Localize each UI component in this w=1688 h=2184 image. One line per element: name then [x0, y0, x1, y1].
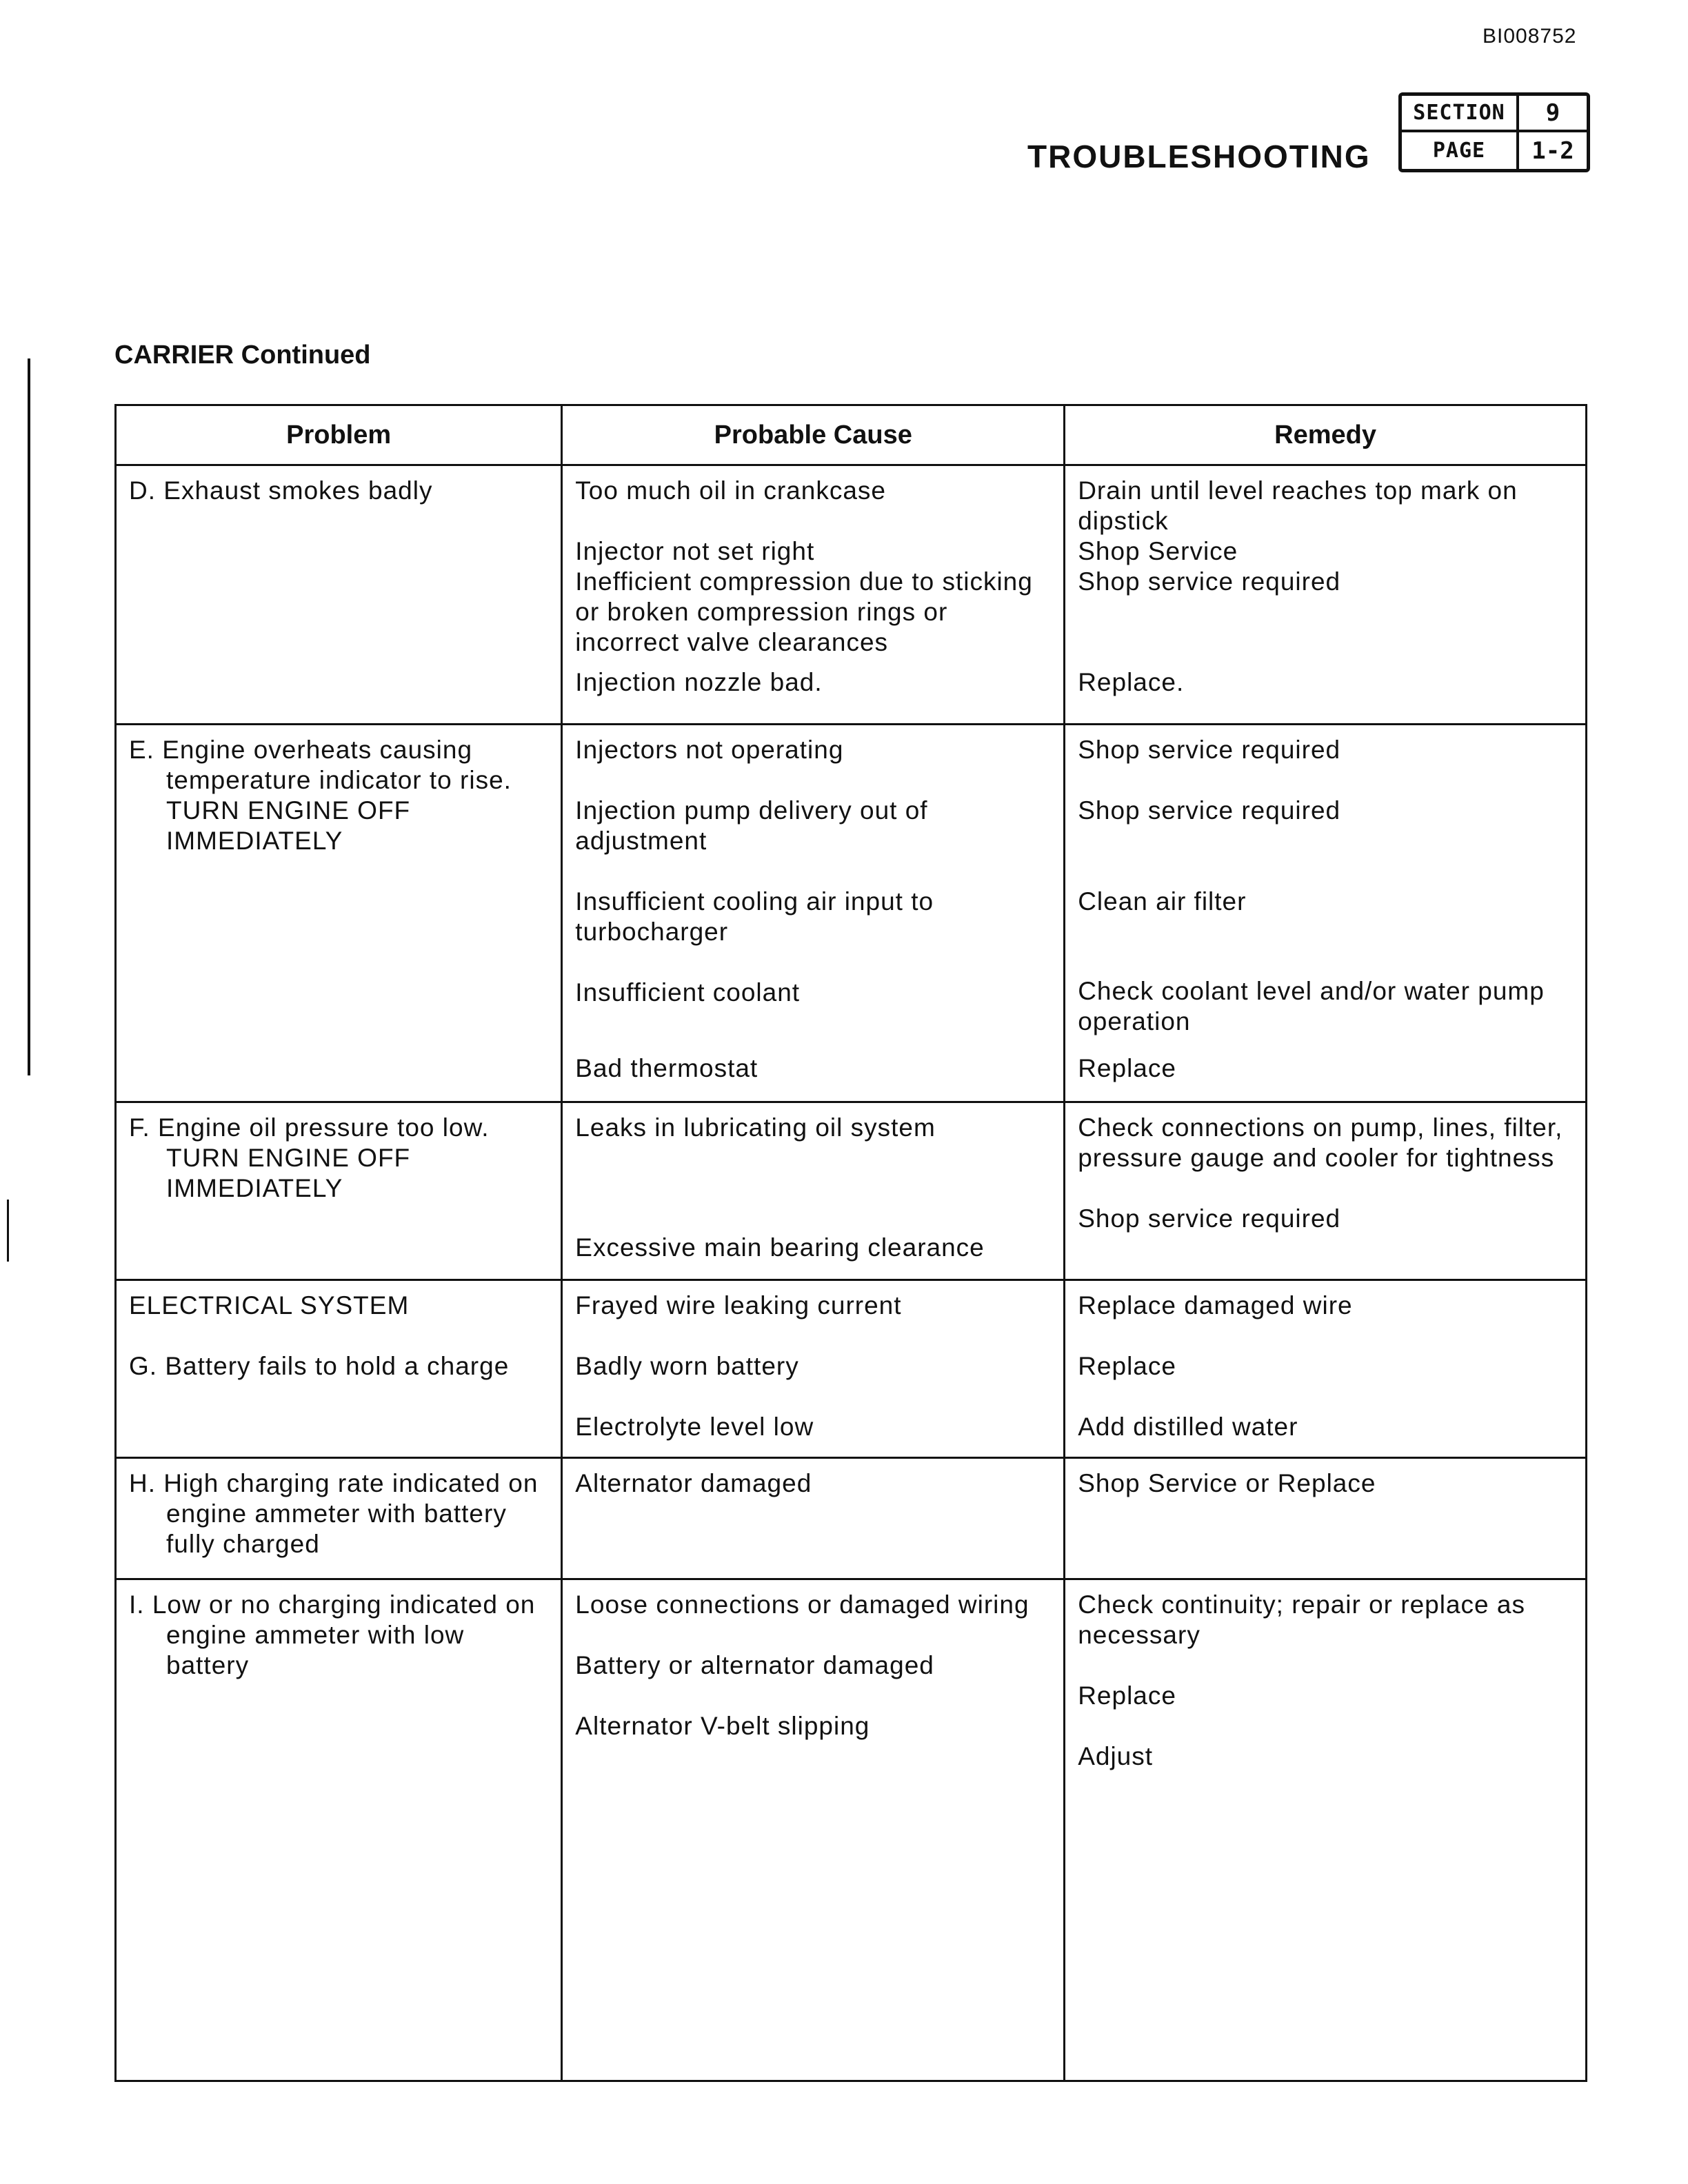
cause-item: Loose connections or damaged wiring	[575, 1590, 1029, 1619]
remedy-cell	[1065, 465, 1587, 725]
section-label: SECTION	[1402, 96, 1519, 132]
remedy-item: Shop service required	[1078, 796, 1341, 825]
binding-margin-line	[7, 1200, 9, 1262]
binding-margin-line	[28, 358, 30, 1075]
cause-cell	[562, 1458, 1065, 1579]
problem-cell	[116, 465, 562, 725]
document-id: BI008752	[1483, 25, 1577, 48]
cause-cell	[562, 465, 1065, 725]
cause-item: Alternator damaged	[575, 1469, 812, 1497]
column-header-probable-cause: Probable Cause	[562, 405, 1065, 465]
table-row	[116, 1102, 1587, 1280]
cause-item: Too much oil in crankcase	[575, 476, 886, 505]
remedy-item: Shop Service or Replace	[1078, 1469, 1376, 1497]
cause-cell	[562, 725, 1065, 1102]
remedy-item: Shop service required	[1078, 736, 1341, 764]
remedy-item: Check connections on pump, lines, filter, pressure gauge and cooler for tightness	[1078, 1113, 1563, 1172]
table-row	[116, 1458, 1587, 1579]
table-row	[116, 465, 1587, 725]
table-header-row	[116, 405, 1587, 465]
section-value: 9	[1519, 96, 1587, 132]
cause-item: Leaks in lubricating oil system	[575, 1113, 936, 1142]
section-subheading: CARRIER Continued	[114, 341, 371, 370]
problem-text: F. Engine oil pressure too low. TURN ENGINE OFF IMMEDIATELY	[129, 1113, 490, 1202]
problem-text: E. Engine overheats causing temperature indicator to rise. TURN ENGINE OFF IMMEDIATELY	[129, 736, 512, 855]
cause-item: Injector not set right	[575, 537, 815, 565]
cause-item: Insufficient cooling air input to turbocharger	[575, 887, 934, 946]
cause-item: Excessive main bearing clearance	[575, 1233, 985, 1262]
remedy-cell	[1065, 1102, 1587, 1280]
cause-item: Battery or alternator damaged	[575, 1651, 934, 1679]
cause-item: Electrolyte level low	[575, 1413, 814, 1441]
remedy-item: Shop service required	[1078, 1204, 1341, 1233]
remedy-item: Replace damaged wire	[1078, 1291, 1353, 1320]
remedy-cell	[1065, 1579, 1587, 2081]
problem-cell	[116, 1458, 562, 1579]
troubleshooting-table	[114, 404, 1587, 2082]
remedy-item: Shop service required	[1078, 567, 1341, 596]
problem-text: G. Battery fails to hold a charge	[129, 1352, 510, 1380]
page-label: PAGE	[1402, 132, 1519, 169]
remedy-item: Drain until level reaches top mark on dipstick	[1078, 476, 1518, 535]
group-heading: ELECTRICAL SYSTEM	[129, 1291, 410, 1320]
column-header-remedy: Remedy	[1065, 405, 1587, 465]
cause-item: Badly worn battery	[575, 1352, 799, 1380]
problem-cell	[116, 1102, 562, 1280]
problem-cell	[116, 1280, 562, 1458]
problem-cell	[116, 725, 562, 1102]
cause-item: Injection pump delivery out of adjustment	[575, 796, 928, 855]
remedy-item: Shop Service	[1078, 537, 1238, 565]
remedy-cell	[1065, 1280, 1587, 1458]
cause-item: Frayed wire leaking current	[575, 1291, 902, 1320]
problem-text: D. Exhaust smokes badly	[129, 476, 433, 505]
cause-item: Injectors not operating	[575, 736, 844, 764]
table-row	[116, 1280, 1587, 1458]
remedy-item: Replace	[1078, 1681, 1176, 1710]
cause-item: Alternator V-belt slipping	[575, 1712, 870, 1740]
remedy-cell	[1065, 1458, 1587, 1579]
remedy-item: Check coolant level and/or water pump operation	[1078, 977, 1545, 1035]
remedy-item: Adjust	[1078, 1742, 1154, 1770]
remedy-cell	[1065, 725, 1587, 1102]
remedy-item: Check continuity; repair or replace as necessary	[1078, 1590, 1525, 1649]
cause-item: Insufficient coolant	[575, 978, 801, 1007]
table-row	[116, 1579, 1587, 2081]
table-row	[116, 725, 1587, 1102]
cause-item: Bad thermostat	[575, 1054, 758, 1082]
remedy-item: Clean air filter	[1078, 887, 1247, 916]
cause-item: Injection nozzle bad.	[575, 668, 823, 696]
remedy-item: Add distilled water	[1078, 1413, 1298, 1441]
problem-cell	[116, 1579, 562, 2081]
page-value: 1-2	[1531, 136, 1574, 165]
problem-text: I. Low or no charging indicated on engine ammeter with low battery	[129, 1590, 536, 1679]
section-page-box	[1398, 92, 1590, 172]
cause-cell	[562, 1102, 1065, 1280]
remedy-item: Replace.	[1078, 668, 1185, 696]
column-header-problem: Problem	[116, 405, 562, 465]
cause-cell	[562, 1579, 1065, 2081]
cause-cell	[562, 1280, 1065, 1458]
remedy-item: Replace	[1078, 1352, 1176, 1380]
problem-text: H. High charging rate indicated on engine ammeter with battery fully charged	[129, 1469, 539, 1558]
cause-item: Inefficient compression due to sticking or broken compression rings or incorrect valve clearances	[575, 567, 1033, 656]
page-title: TROUBLESHOOTING	[1027, 139, 1371, 174]
remedy-item: Replace	[1078, 1054, 1176, 1082]
